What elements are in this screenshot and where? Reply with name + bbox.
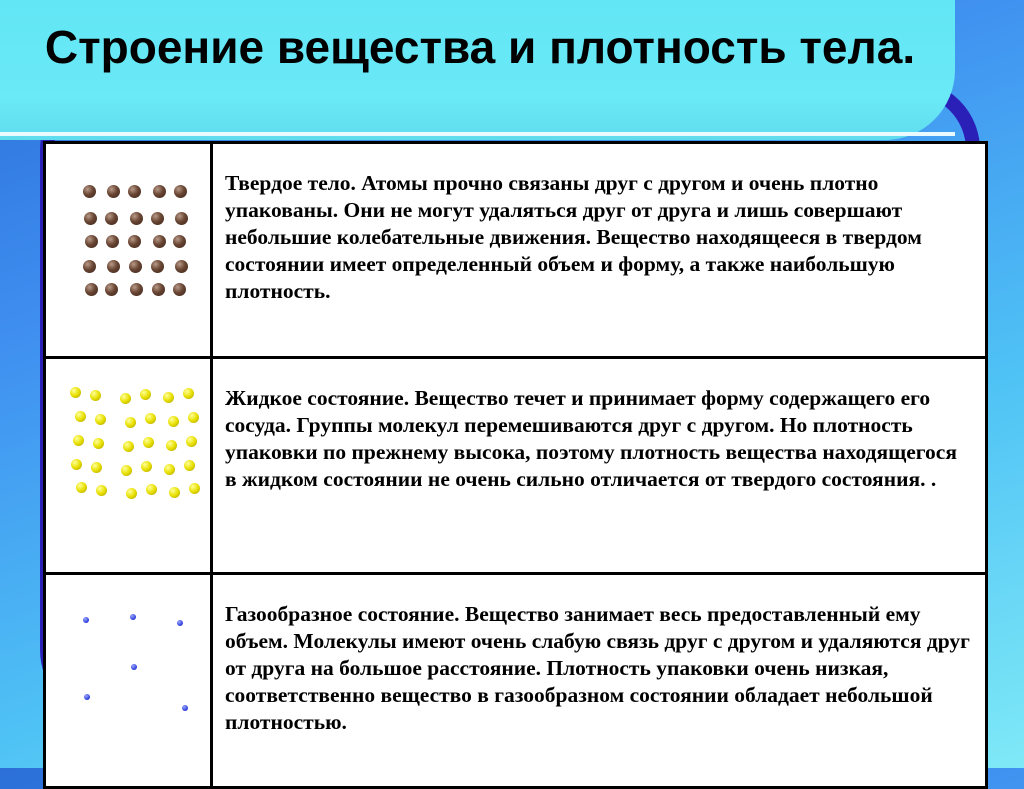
gas-description: Газообразное состояние. Вещество занимает весь предоставленный ему объем. Молекулы имеют очень слабую связь друг с другом и удаляются друг от друга на большое расстояние. Плотность упаковки очень низкая, соответственно вещество в газообразном состоянии обладает небольшой плотностью. <box>212 574 987 788</box>
liquid-particle <box>141 461 152 472</box>
solid-particle <box>174 185 187 198</box>
liquid-particle <box>184 460 195 471</box>
solid-particle <box>153 235 166 248</box>
liquid-particle <box>145 413 156 424</box>
gas-particle <box>84 694 90 700</box>
liquid-description: Жидкое состояние. Вещество течет и принимает форму содержащего его сосуда. Группы молекул перемешиваются друг с другом. Но плотность упаковки по прежнему высока, поэтому плотность вещества находящегося в жидком состоянии не очень сильно отличается от твердого состояния. . <box>212 358 987 574</box>
gas-particles-illustration <box>46 575 210 786</box>
solid-particles-illustration <box>46 144 210 356</box>
solid-particle <box>130 283 143 296</box>
solid-particle <box>85 283 98 296</box>
gas-illustration-cell <box>45 574 212 788</box>
solid-particle <box>151 212 164 225</box>
solid-particle <box>152 283 165 296</box>
page-title: Строение вещества и плотность тела. <box>44 21 916 73</box>
liquid-particle <box>96 485 107 496</box>
solid-particle <box>105 283 118 296</box>
liquid-particle <box>75 411 86 422</box>
solid-particle <box>173 283 186 296</box>
solid-particle <box>85 235 98 248</box>
states-of-matter-table <box>43 141 988 789</box>
liquid-illustration-cell <box>45 358 212 574</box>
liquid-particle <box>146 484 157 495</box>
solid-particle <box>175 260 188 273</box>
liquid-particle <box>91 462 102 473</box>
solid-particle <box>129 260 142 273</box>
table-row-gas <box>45 574 987 788</box>
solid-particle <box>106 235 119 248</box>
liquid-particle <box>169 487 180 498</box>
gas-particle <box>130 614 136 620</box>
solid-particle <box>175 212 188 225</box>
solid-illustration-cell <box>45 143 212 358</box>
liquid-particle <box>120 393 131 404</box>
liquid-particle <box>73 435 84 446</box>
solid-particle <box>107 260 120 273</box>
liquid-particle <box>164 464 175 475</box>
solid-particle <box>105 212 118 225</box>
liquid-particle <box>123 441 134 452</box>
liquid-particle <box>189 483 200 494</box>
liquid-particle <box>143 437 154 448</box>
liquid-particle <box>90 390 101 401</box>
table-row-liquid <box>45 358 987 574</box>
liquid-particle <box>95 414 106 425</box>
liquid-particle <box>70 387 81 398</box>
liquid-particle <box>188 412 199 423</box>
solid-particle <box>83 260 96 273</box>
liquid-particle <box>166 440 177 451</box>
liquid-particle <box>183 388 194 399</box>
title-band <box>0 0 955 140</box>
solid-particle <box>107 185 120 198</box>
liquid-particle <box>76 482 87 493</box>
liquid-particle <box>140 389 151 400</box>
solid-particle <box>128 185 141 198</box>
liquid-particle <box>186 436 197 447</box>
solid-description: Твердое тело. Атомы прочно связаны друг с другом и очень плотно упакованы. Они не могут удаляться друг от друга и лишь совершают небольшие колебательные движения. Вещество находящееся в твердом состоянии имеет определенный объем и форму, а также наибольшую плотность. <box>212 143 987 358</box>
liquid-particle <box>126 488 137 499</box>
table-row-solid <box>45 143 987 358</box>
solid-particle <box>83 185 96 198</box>
liquid-particle <box>163 392 174 403</box>
liquid-particle <box>168 416 179 427</box>
liquid-particle <box>125 417 136 428</box>
solid-particle <box>151 260 164 273</box>
gas-particle <box>177 620 183 626</box>
liquid-particle <box>93 438 104 449</box>
liquid-particle <box>71 459 82 470</box>
gas-particle <box>182 705 188 711</box>
gas-particle <box>131 664 137 670</box>
liquid-particles-illustration <box>46 359 210 572</box>
solid-particle <box>153 185 166 198</box>
solid-particle <box>173 235 186 248</box>
liquid-particle <box>121 465 132 476</box>
gas-particle <box>83 617 89 623</box>
solid-particle <box>130 212 143 225</box>
solid-particle <box>84 212 97 225</box>
solid-particle <box>128 235 141 248</box>
